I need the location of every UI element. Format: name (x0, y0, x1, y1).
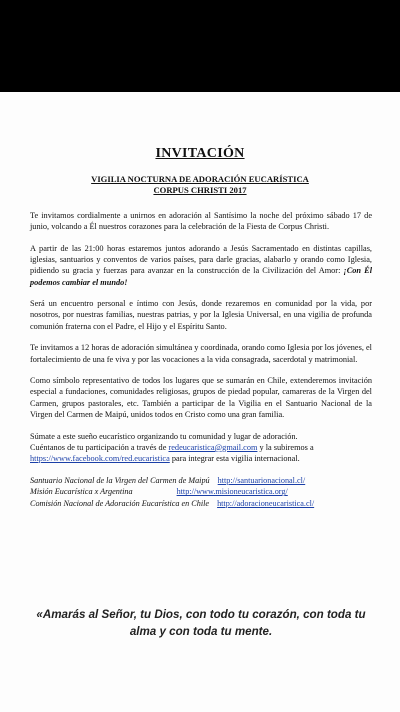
facebook-link[interactable]: https://www.facebook.com/red.eucaristica (30, 453, 170, 463)
contact-link[interactable]: http://santuarionacional.cl/ (217, 475, 306, 485)
closing-quote: «Amarás al Señor, tu Dios, con todo tu corazón, con toda tu alma y con toda tu mente. (36, 608, 366, 638)
contact-row (30, 475, 372, 487)
paragraph-6 (30, 431, 372, 465)
contact-org: Comisión Nacional de Adoración Eucarística en Chile (30, 498, 210, 508)
contact-row (30, 486, 372, 498)
paragraph-2-text: A partir de las 21:00 horas estaremos juntos adorando a Jesús Sacramentado en distintas capillas, iglesias, santuarios y conventos de varios países, para darle gracias, alabarlo y orando como Iglesia, pidiendo su gracia y fuerzas para avanzar en la construcción de la Civilización del Amor: (30, 243, 372, 276)
paragraph-2 (30, 243, 372, 288)
email-link[interactable]: redeucaristica@gmail.com (168, 442, 258, 452)
page-title: INVITACIÓN (155, 146, 245, 161)
paragraph-6-post-email: y la subiremos a (259, 442, 314, 452)
paragraph-2-emphasis: ¡Con Él podemos cambiar el mundo! (30, 266, 372, 287)
subtitle (0, 174, 400, 196)
paragraph-6-end: para integrar esta vigilia internacional. (171, 453, 300, 463)
paragraph-4: Te invitamos a 12 horas de adoración simultánea y coordinada, orando como Iglesia por los jóvenes, el fortalecimiento de una fe viva y por las vocaciones a la vida consagrada, sacerdotal y matrimonial. (30, 343, 372, 364)
paragraph-6-pre-email: Cuéntanos de tu participación a través de (30, 442, 167, 452)
document-page (0, 92, 400, 712)
contact-org: Santuario Nacional de la Virgen del Carmen de Maipú (30, 475, 210, 485)
contact-row (30, 498, 372, 510)
paragraph-3: Será un encuentro personal e íntimo con Jesús, donde rezaremos en comunidad por la vida, por nosotros, por nuestras familias, nuestras patrias, y por la Iglesia Universal, en una vigilia de profunda comunión fraterna con el Padre, el Hijo y el Espíritu Santo. (30, 299, 372, 331)
contact-link[interactable]: http://adoracioneucaristica.cl/ (217, 498, 315, 508)
contact-link[interactable]: http://www.misioneucaristica.org/ (176, 487, 288, 497)
paragraph-5: Como símbolo representativo de todos los lugares que se sumarán en Chile, extenderemos invitación especial a fundaciones, comunidades religiosas, grupos de piedad popular, camareras de la Virgen del Carmen, grupos pastorales, etc. También a participar de la Vigilia en el Santuario Nacional de la Virgen del Carmen de Maipú, unidos todos en Cristo como una gran familia. (30, 376, 372, 419)
contact-org: Misión Eucarística x Argentina (30, 487, 133, 497)
contacts-list (30, 475, 372, 510)
subtitle-line-2: CORPUS CHRISTI 2017 (153, 185, 247, 195)
subtitle-line-1: VIGILIA NOCTURNA DE ADORACIÓN EUCARÍSTICA (91, 174, 309, 184)
paragraph-6-line-1: Súmate a este sueño eucarístico organizando tu comunidad y lugar de adoración. (30, 431, 298, 441)
body-text (30, 210, 372, 509)
paragraph-1: Te invitamos cordialmente a unirnos en adoración al Santísimo la noche del próximo sábado 17 de junio, volcando a Él nuestros corazones para la celebración de la Fiesta de Corpus Christi. (30, 211, 372, 232)
